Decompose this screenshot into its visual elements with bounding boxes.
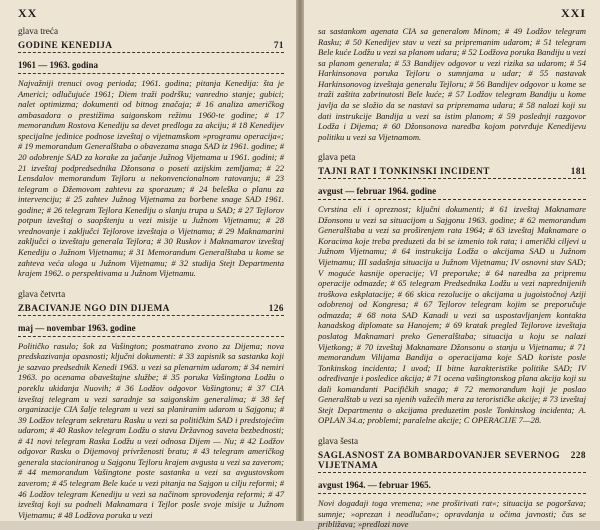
chapter-title: TAJNI RAT I TONKINSKI INCIDENT: [318, 166, 490, 177]
chapter-summary: Najvažniji trenuci ovog perioda; 1961. godina; pitanja Kenedija: šta je Americi; odlučujuće 1961; Diem traži podršku; vanredno stanje; gubici; nalet optimizma; dokumenti od bitnog značaja; # 16 analiza američkog ambasadora o prestižima saigonskom režimu 1960-te godine; # 17 memorandum Rostova Kenediju sa devet predloga za akciju; # 18 Kenedijev specijalne jedinice podnose izveštaj o vijetnamskom »programu operacija«; # 19 memorandum Generalštaba o obavezama snaga SAD iz 1961. godine; # 20 odobrenje SAD za korake za jačanje Južnog Vijetnama u 1961. godini; # 21 izveštaj podpredsednika Džonsona o poseti azijskim zemljama; # 22 Lensdalov memorandum Tejloru u nekonvencionalnom ratovanju; # 23 telegram o Džemovom zahtevu za sporazum; # 24 beleška o planu za intervenciju; # 25 zahtev Južnog Vijetnama za borbene snage SAD 1961. godine; # 26 telegram Tejlora Kenediju o slanju trupa u SAD; # 27 Tejlorov potpun izveštaj o saopštenju u vezi misije u Južnom Vijetnamu; # 28 vrednovanje i zaključci Tejlorove izveštaja o Vijetnamu; # 29 Maknamarini zaključci o izveštaju generala Tejlora; # 30 Ruskov i Maknamarov izveštaj Kenediju o Južnom Vijetnamu; # 31 Memorandum Generalštaba u kome se zahteva veća uloga u Južnom Vijetnamu; # 32 studija Stejt Departmenta krajem 1962. o perspektivama u Južnom Vijetnamu.: [18, 78, 284, 279]
toc-section-glava-cetvrta: [18, 289, 284, 521]
right-page-number: XXI: [560, 6, 586, 20]
chapter-summary: Političko rasulo; šok za Vašington; posmatrano zvono za Dijema; nova predskazivanja opasnosti; ključni dokumenti: # 33 zapisnik sa sastanka koji je sazvao predsednik Kenedi 1963. u vezi sa plenarnim udarom; # 34 nemiri 1963. po ocenama obaveštajne službe; # 35 poruka Vašingtona Lodžu o poreklu ukidanja Nuovih; # 36 Lodžov odgovor Vašingtonu; # 37 CIA izveštaj telegram u vezi saradnje sa saigonskim generalima; # 38 šef organizacije CIA šalje telegram u vezi sa planiranim udarom u Sajgonu; # 39 Lodžov telegram sekretaru Rasku u vezi sa političkim SAD i predstojećim udarom; # 40 Raskov telegram Lodžu o stavu Državnog saveta bezbednosti; # 41 novi telegram Raska Lodžu u vezi odnosa Dijem — Nu; # 42 Lodžov odgovor Rasku o Dijemovoj privrženosti bratu; # 43 telegram američkog generala stacioniranog u Sajgonu Tejloru krajem avgusta u vezi sa zaverom; # 44 memorandum Vašingtone poste sastanka u vezi sa avgustovskom zaverom; # 45 telegram Bele kuće u vezi pitanja na Sajgon u cilju reformi; # 46 Lodžov telegram Kenediju u vezi sa načinom sprovođenja reformi; # 47 izveštaj koji su podneli Maknamara i Tejlor posle svoje misije u Južnom Vijetnamu; # 48 Lodžova poruka u vezi: [18, 340, 284, 520]
chapter-page-number: 71: [273, 40, 284, 50]
left-page-header: [18, 6, 284, 26]
chapter-page-number: 181: [570, 166, 586, 177]
toc-section-glava-peta: [318, 152, 586, 426]
chapter-page-number: 228: [570, 450, 586, 460]
chapter-label: glava treća: [18, 26, 59, 36]
chapter-title-row: [318, 166, 586, 179]
chapter-period: avgust — februar 1964. godine: [318, 186, 586, 200]
chapter-period: maj — novembar 1963. godine: [18, 323, 284, 337]
chapter-label: glava peta: [318, 152, 356, 163]
chapter-summary: Cvrstina eli i opreznost; ključni dokumenti; # 61 izveštaj Maknamare Džonsonu u vezi sa situacijom u Sajgonu 1963. godine; # 62 memorandum Generalštaba u vezi sa proširenjem rata 1964; # 63 izveštaj Maknamare o Koracima koje treba preduzeti da bi se izmenio tok rata; i američki ciljevi u Južnom Vijetnamu; # 64 instrukcija Lodža o akcijama SAD u Južnom Vijetnamu; III sadašnja situacija u Južnom Vijetnamu; IV osnovni stav SAD; V moguće kasnije operacije; VI preporuke; # 64 naredba za pripremu operacije odmazde; # 65 telegram Predsednika Lodžu u vezi naprednijenih troškova eskplatacije; # 66 skica rezolucije o akcijama u jugoistočnoj Aziji odobrenoj od Kongresa; # 67 Tejlorov telegram kojim se preporučuje odmazda; # 68 nota SAD Kanadi u vezi sa uspostavljanjem kontakta kanadskog diplomate sa Hanojem; # 69 kratak pregled Tejlorove izveštaja poslatog Maknamari preko Generalštaba; situacija u koju se nalazi Vijetkong; # 70 izveštaj Maknamare Džonsonu o stanju u Vijetnamu; # 71 memorandum Vilijama Bandija o operacijama koje SAD koriste posle Tonkinskog incidenta; I uvod; II bitne karakteristike politike SAD; IV određivanje i posledice akcija; # 71 ocena vašingtonskog plana akcija koji su dali komandanti Pacifičkih snaga; # 72 memorandum koji je poslao Generalštab u vezi sa njenih važećih mera za terorističke akcije; # 73 izveštaj Stejt Departmenta o akcijama preduzetim posle Tonkinskog incidenta; A. OPLAN 34.a; problemi; paralelne akcije; C OPERACIJE 7—28.: [318, 204, 586, 426]
chapter-label: glava šesta: [318, 436, 359, 446]
chapter-title: SAGLASNOST ZA BOMBARDOVANJER SEVERNOG VIJETNAMA: [318, 450, 561, 470]
chapter-title-row: [18, 303, 284, 316]
book-gutter: [296, 0, 304, 521]
chapter-label: glava četvrta: [18, 288, 66, 299]
chapter-page-number: 126: [268, 302, 284, 313]
chapter-period: avgust 1964. — februar 1965.: [318, 480, 586, 494]
right-page-header: [318, 6, 586, 26]
left-page: [0, 0, 296, 521]
chapter-summary: Novi događaji toga vremena; »ne proširivati rat«; situacija se pogoršava; sumnje; »oprezan i neodlučan«; opravdanja u očima javnosti; čas se približava; »predlozi nove: [318, 498, 586, 530]
toc-section-glava-treca: [18, 26, 284, 279]
chapter-title: GODINE KENEDIJA: [18, 40, 113, 50]
chapter-title: ZBACIVANJE NGO DIN DIJEMA: [18, 302, 170, 313]
chapter-title-row: [318, 450, 586, 473]
continuation-text: sa sastankom agenata CIA sa generalom Minom; # 49 Lodžov telegram Rasku; # 50 Kenedijev stav u vezi sa pripremanim udarom; # 51 telegram Bele kuće Lodžu u vezi sa planom udara; # 52 Lodžova poruka Bandiju u vezi sa planom generala; # 53 Bandijev odgovor u vezi rizika sa udarom; # 54 Harkinsonova poruka Tejloru o sumnjama u udar; # 55 nastavak Harkinsonovog izveštaja generalu Tejloru; # 56 Bandijev odgovor u kome se traži zaštita zabrinutosti Bele kuće; # 57 Lodžov telegram Bandiju u kome javlja da se složio da se nastavi sa pripremama udara; # 58 nalozi koji su dati instrukcije Bandija u vezi sa istim planom; # 59 poslednji razgovor Lodža i Dijema; # 60 Džonsonova naredba kojom potvrđuje Kenedijevu politiku u vezi sa Vijetnamom.: [318, 26, 586, 142]
chapter-period: 1961 — 1963. godina: [18, 60, 284, 74]
right-page: [304, 0, 600, 530]
chapter-title-row: [18, 40, 284, 53]
left-page-number: XX: [18, 6, 38, 20]
toc-section-glava-sesta: [318, 436, 586, 530]
